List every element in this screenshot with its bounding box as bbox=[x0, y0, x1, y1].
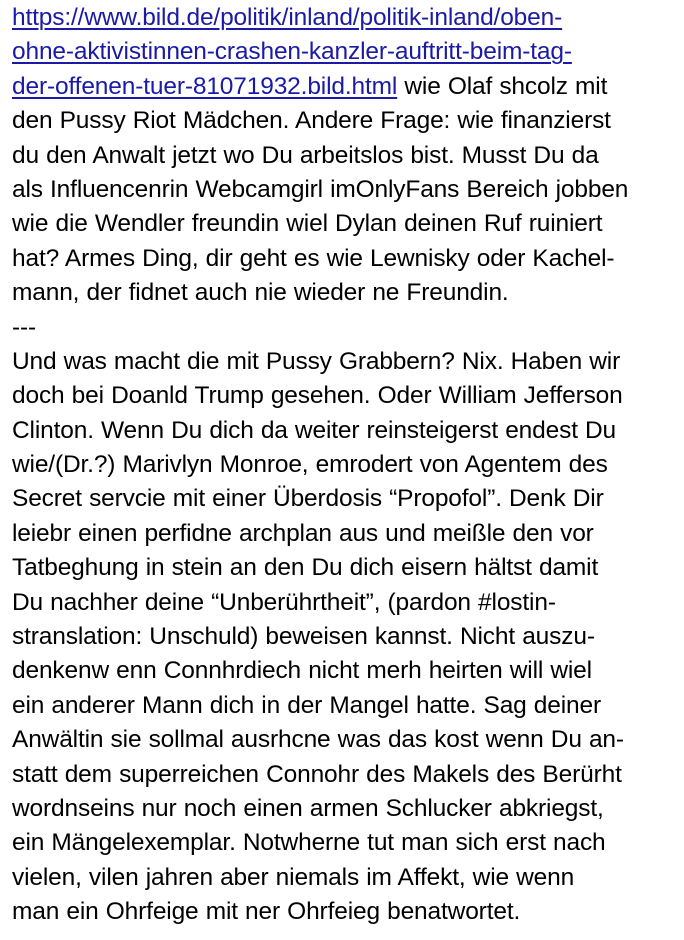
paragraph-2-line: leiebr einen perfidne archplan aus und meißle den vor bbox=[12, 519, 594, 547]
text-line-1 bbox=[12, 1, 676, 35]
document-page bbox=[12, 1, 676, 930]
paragraph-2-line: vielen, vilen jahren aber niemals im Affekt, wie wenn bbox=[12, 863, 575, 891]
paragraph-1-line: als Influencenrin Webcamgirl imOnlyFans Bereich jobben bbox=[12, 175, 629, 203]
text-line-3 bbox=[12, 70, 676, 104]
paragraph-2-line: ein anderer Mann dich in der Mangel hatte. Sag deiner bbox=[12, 691, 602, 719]
paragraph-2-line: Clinton. Wenn Du dich da weiter reinsteigerst endest Du bbox=[12, 416, 617, 444]
paragraph-2-line: wordnseins nur noch einen armen Schlucker abkriegst, bbox=[12, 794, 604, 822]
paragraph-2 bbox=[12, 345, 676, 930]
paragraph-2-line: man ein Ohrfeige mit ner Ohrfeieg benatwortet. bbox=[12, 898, 521, 926]
paragraph-2-line: Du nachher deine “Unberührtheit”, (pardon #lostin- bbox=[12, 588, 556, 616]
paragraph-2-line: ein Mängelexemplar. Notwherne tut man sich erst nach bbox=[12, 829, 606, 857]
paragraph-2-line: wie/(Dr.?) Marivlyn Monroe, emrodert von Agentem des bbox=[12, 451, 608, 479]
paragraph-2-line: Secret servcie mit einer Überdosis “Propofol”. Denk Dir bbox=[12, 485, 604, 513]
paragraph-2-line: doch bei Doanld Trump gesehen. Oder William Jefferson bbox=[12, 382, 623, 410]
paragraph-2-line: Tatbeghung in stein an den Du dich eisern hältst damit bbox=[12, 554, 599, 582]
paragraph-2-line: Anwältin sie sollmal ausrhcne was das kost wenn Du an- bbox=[12, 726, 624, 754]
paragraph-1-line: hat? Armes Ding, dir geht es wie Lewnisky oder Kachel- bbox=[12, 244, 615, 272]
text-after-link: wie Olaf shcolz mit bbox=[397, 72, 608, 100]
paragraph-2-line: statt dem superreichen Connohr des Makels des Berürht bbox=[12, 760, 622, 788]
paragraph-1-line: mann, der fidnet auch nie wieder ne Freundin. bbox=[12, 279, 509, 307]
text-line-2 bbox=[12, 35, 676, 69]
paragraph-2-line: stranslation: Unschuld) beweisen kannst. Nicht auszu- bbox=[12, 623, 595, 651]
article-link-part-2[interactable]: ohne-aktivistinnen-crashen-kanzler-auftritt-beim-tag- bbox=[12, 38, 572, 66]
article-link-part-1[interactable]: https://www.bild.de/politik/inland/politik-inland/oben- bbox=[12, 4, 563, 31]
paragraph-1 bbox=[12, 104, 676, 310]
article-link-part-3[interactable]: der-offenen-tuer-81071932.bild.html bbox=[12, 72, 398, 100]
paragraph-1-line: wie die Wendler freundin wiel Dylan deinen Ruf ruiniert bbox=[12, 210, 603, 238]
section-separator: --- bbox=[12, 313, 37, 341]
paragraph-2-line: Und was macht die mit Pussy Grabbern? Nix. Haben wir bbox=[12, 347, 621, 375]
paragraph-2-line: denkenw enn Connhrdiech nicht merh heirten will wiel bbox=[12, 657, 592, 685]
paragraph-1-line: den Pussy Riot Mädchen. Andere Frage: wie finanzierst bbox=[12, 107, 611, 135]
paragraph-1-line: du den Anwalt jetzt wo Du arbeitslos bist. Musst Du da bbox=[12, 141, 599, 169]
